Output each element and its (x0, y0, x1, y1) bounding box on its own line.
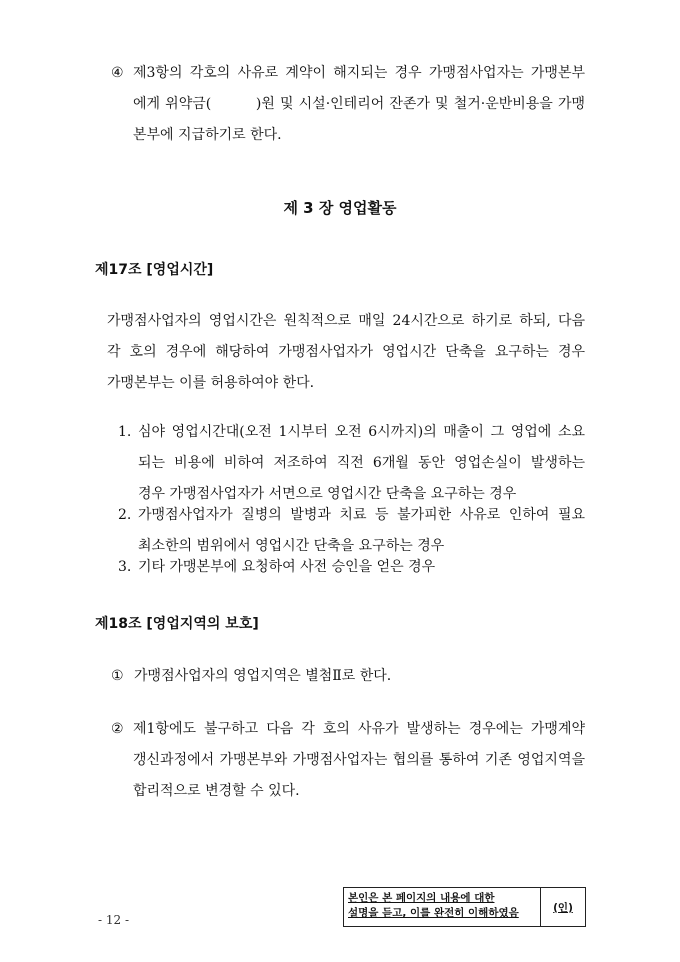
article-17-intro-line: 가맹본부는 이를 허용하여야 한다. (107, 375, 315, 391)
list-item-line: 최소한의 범위에서 영업시간 단축을 요구하는 경우 (138, 538, 445, 554)
article-17-list (118, 417, 585, 577)
confirmation-line: 본인은 본 페이지의 내용에 대한 (348, 892, 495, 904)
article-18-clause-2 (111, 714, 585, 807)
confirmation-box (343, 887, 586, 927)
list-item-line: 가맹점사업자가 질병의 발병과 치료 등 불가피한 사유로 인하여 필요 (138, 507, 585, 523)
article-17-intro (107, 306, 585, 399)
clause-1-marker: ① (111, 668, 124, 684)
chapter-title: 제 3 장 영업활동 (283, 199, 397, 217)
clause-2-line: 갱신과정에서 가맹본부와 가맹점사업자는 협의를 통하여 기존 영업지역을 (133, 752, 585, 768)
clause-4-line: 에게 위약금( )원 및 시설·인테리어 잔존가 및 철거·운반비용을 가맹 (133, 96, 585, 112)
article-18-heading: 제18조 [영업지역의 보호] (95, 616, 259, 632)
clause-2-marker: ② (111, 721, 124, 737)
article-17-intro-line: 가맹점사업자의 영업시간은 원칙적으로 매일 24시간으로 하기로 하되, 다음 (107, 313, 585, 329)
list-item-line: 되는 비용에 비하여 저조하여 직전 6개월 동안 영업손실이 발생하는 (138, 455, 585, 471)
list-item-number: 2. (118, 507, 132, 523)
list-item-line: 기타 가맹본부에 요청하여 사전 승인을 얻은 경우 (138, 559, 436, 575)
confirmation-text (344, 888, 541, 926)
page-number: - 12 - (98, 913, 130, 927)
clause-2-line: 제1항에도 불구하고 다음 각 호의 사유가 발생하는 경우에는 가맹계약 (133, 721, 585, 737)
article-18-clause-1 (111, 661, 391, 692)
list-item (118, 417, 585, 510)
clause-2-line: 합리적으로 변경할 수 있다. (133, 783, 300, 799)
clause-4-line: 본부에 지급하기로 한다. (133, 127, 282, 143)
list-item-number: 3. (118, 559, 132, 575)
article-17-intro-line: 각 호의 경우에 해당하여 가맹점사업자가 영업시간 단축을 요구하는 경우 (107, 344, 585, 360)
seal-field[interactable]: (인) (553, 901, 573, 914)
list-item-number: 1. (118, 424, 132, 440)
confirmation-line: 설명을 듣고, 이를 완전히 이해하였음 (348, 907, 519, 919)
clause-1-text: 가맹점사업자의 영업지역은 별첨Ⅱ로 한다. (134, 668, 392, 684)
clause-4-line: 제3항의 각호의 사유로 계약이 해지되는 경우 가맹점사업자는 가맹본부 (133, 65, 585, 81)
clause-4-marker: ④ (111, 65, 124, 81)
list-item-line: 심야 영업시간대(오전 1시부터 오전 6시까지)의 매출이 그 영업에 소요 (138, 424, 585, 440)
list-item-line: 경우 가맹점사업자가 서면으로 영업시간 단축을 요구하는 경우 (138, 486, 517, 502)
article-17-heading: 제17조 [영업시간] (95, 262, 214, 278)
list-item (118, 552, 585, 583)
